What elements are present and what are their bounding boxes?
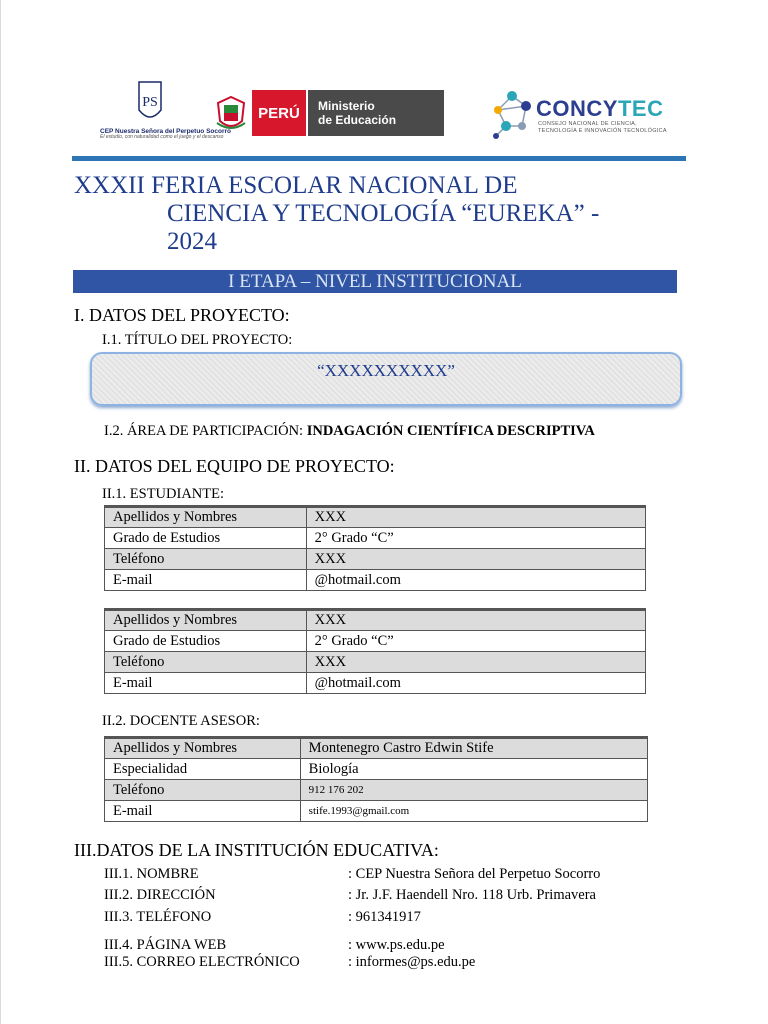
document-title: XXXII FERIA ESCOLAR NACIONAL DE CIENCIA Y TECNOLOGÍA “EUREKA” - 2024: [74, 172, 600, 255]
table-row: Apellidos y Nombres Montenegro Castro Edwin Stife: [105, 738, 648, 759]
svg-text:PS: PS: [142, 95, 158, 110]
institution-address-row: III.2. DIRECCIÓN : Jr. J.F. Haendell Nro. 118 Urb. Primavera: [104, 887, 596, 903]
table-row: Apellidos y Nombres XXX: [105, 507, 646, 528]
table-row: Teléfono XXX: [105, 549, 646, 570]
participation-area-value: INDAGACIÓN CIENTÍFICA DESCRIPTIVA: [306, 423, 595, 439]
stage-banner: I ETAPA – NIVEL INSTITUCIONAL: [73, 270, 677, 293]
school-logo-name: CEP Nuestra Señora del Perpetuo Socorro: [100, 128, 231, 135]
table-row: Teléfono XXX: [105, 652, 646, 673]
institution-name-row: III.1. NOMBRE : CEP Nuestra Señora del Perpetuo Socorro: [104, 866, 601, 882]
section-2-heading: II. DATOS DEL EQUIPO DE PROYECTO:: [74, 456, 395, 476]
table-row: E-mail stife.1993@gmail.com: [105, 801, 648, 822]
institution-website-row: III.4. PÁGINA WEB : www.ps.edu.pe: [104, 937, 445, 953]
peru-coat-of-arms-icon: [210, 90, 252, 136]
institution-phone-row: III.3. TELÉFONO : 961341917: [104, 909, 421, 925]
participation-area: I.2. ÁREA DE PARTICIPACIÓN: INDAGACIÓN CIENTÍFICA DESCRIPTIVA: [104, 423, 595, 439]
project-title: “XXXXXXXXXX”: [317, 361, 455, 380]
table-row: Apellidos y Nombres XXX: [105, 610, 646, 631]
table-row: Grado de Estudios 2° Grado “C”: [105, 631, 646, 652]
advisor-heading: II.2. DOCENTE ASESOR:: [102, 713, 260, 729]
concytec-subtitle: CONSEJO NACIONAL DE CIENCIA, TECNOLOGÍA E INNOVACIÓN TECNOLÓGICA: [538, 121, 667, 134]
table-row: Teléfono 912 176 202: [105, 780, 648, 801]
school-logo-motto: El estudio, con naturalidad como el juego y el descanso: [100, 134, 224, 141]
school-logo: [100, 80, 231, 150]
peru-label: PERÚ: [252, 90, 306, 136]
molecule-icon: [486, 86, 538, 142]
advisor-table: [104, 736, 648, 822]
shield-icon: [137, 80, 163, 126]
concytec-name: CONCYTEC: [536, 96, 664, 121]
header-rule: [72, 156, 686, 161]
institution-email-row: III.5. CORREO ELECTRÓNICO : informes@ps.edu.pe: [104, 954, 476, 970]
student-2-table: [104, 608, 646, 694]
minedu-label: Ministerio de Educación: [306, 90, 444, 136]
section-3-heading: III.DATOS DE LA INSTITUCIÓN EDUCATIVA:: [74, 840, 439, 860]
section-1-heading: I. DATOS DEL PROYECTO:: [74, 305, 290, 325]
table-row: E-mail @hotmail.com: [105, 673, 646, 694]
minedu-logo: [210, 90, 444, 136]
project-title-box: [90, 352, 682, 406]
table-row: Especialidad Biología: [105, 759, 648, 780]
table-row: E-mail @hotmail.com: [105, 570, 646, 591]
students-heading: II.1. ESTUDIANTE:: [102, 486, 225, 502]
concytec-logo: [486, 86, 686, 142]
table-row: Grado de Estudios 2° Grado “C”: [105, 528, 646, 549]
project-title-heading: I.1. TÍTULO DEL PROYECTO:: [102, 332, 293, 348]
student-1-table: [104, 505, 646, 591]
page-border: [0, 0, 1, 1024]
